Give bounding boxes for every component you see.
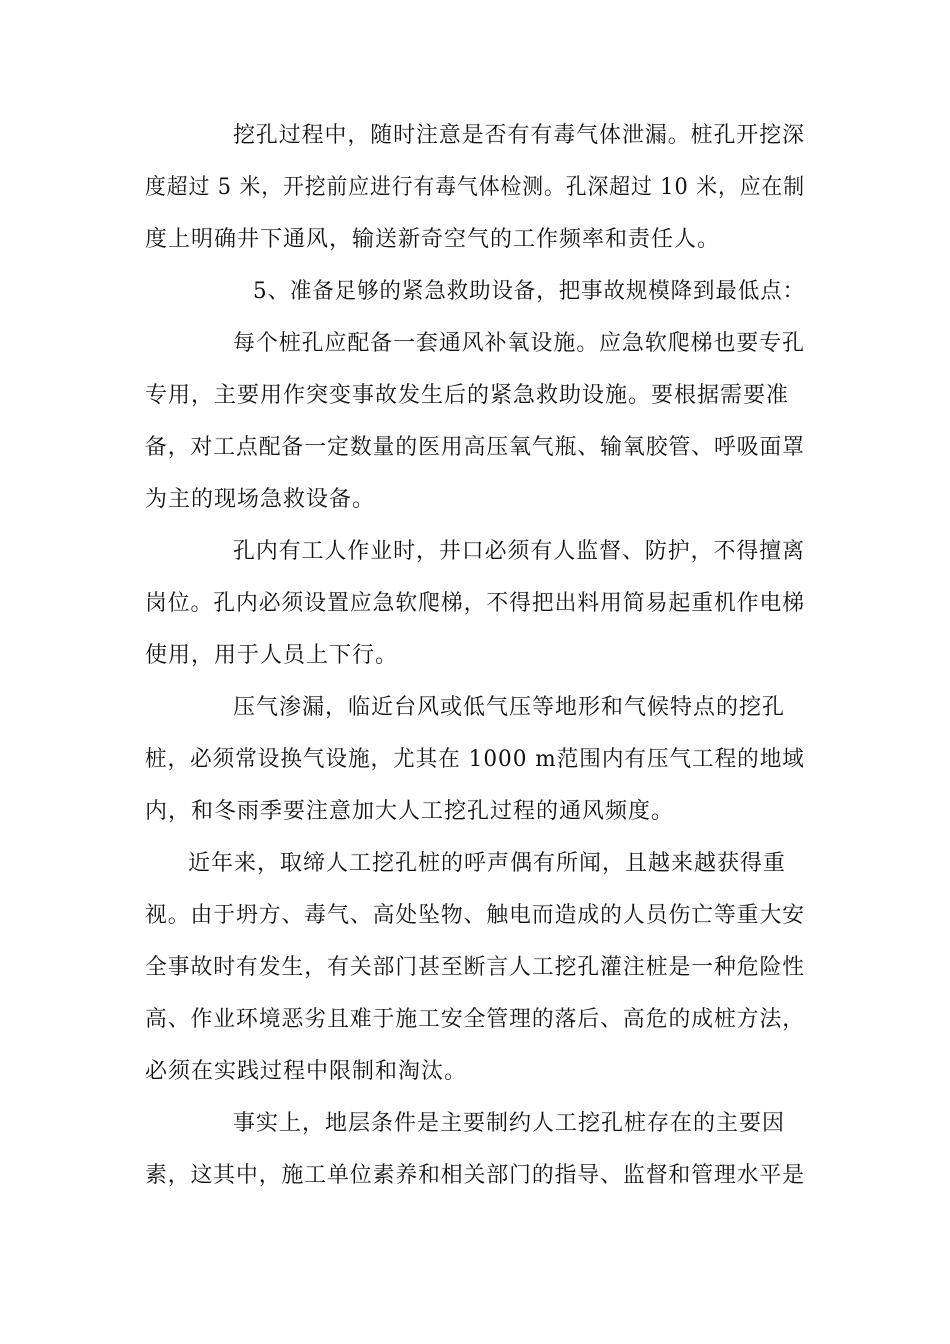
text-line: 素，这其中，施工单位素养和相关部门的指导、监督和管理水平是 [145, 1163, 806, 1188]
text-line: 压气渗漏，临近台风或低气压等地形和气候特点的挖孔 [233, 695, 786, 720]
text-line: 近年来，取缔人工挖孔桩的呼声偶有所闻，且越来越获得重 [188, 851, 787, 876]
text-line: 挖孔过程中，随时注意是否有有毒气体泄漏。桩孔开挖深 [233, 123, 806, 148]
text-line: 度上明确井下通风，输送新奇空气的工作频率和责任人。 [145, 227, 721, 252]
text-line: 为主的现场急救设备。 [145, 487, 376, 512]
text-line: 岗位。孔内必须设置应急软爬梯，不得把出料用简易起重机作电梯 [145, 591, 806, 616]
section-heading: 5、准备足够的紧急救助设备，把事故规模降到最低点： [253, 279, 805, 304]
text-line: 桩，必须常设换气设施，尤其在 1000 m范围内有压气工程的地域 [145, 747, 805, 772]
text-line: 全事故时有发生，有关部门甚至断言人工挖孔灌注桩是一种危险性 [145, 955, 806, 980]
text-line: 视。由于坍方、毒气、高处坠物、触电而造成的人员伤亡等重大安 [145, 903, 806, 928]
text-line: 事实上，地层条件是主要制约人工挖孔桩存在的主要因 [233, 1111, 786, 1136]
text-line: 高、作业环境恶劣且难于施工安全管理的落后、高危的成桩方法， [145, 1007, 806, 1032]
text-line: 孔内有工人作业时，井口必须有人监督、防护，不得擅离 [233, 539, 806, 564]
text-line: 备，对工点配备一定数量的医用高压氧气瓶、输氧胶管、呼吸面罩 [145, 435, 806, 460]
text-line: 必须在实践过程中限制和淘汰。 [145, 1059, 468, 1084]
text-line: 使用，用于人员上下行。 [145, 643, 399, 668]
text-line: 每个桩孔应配备一套通风补氧设施。应急软爬梯也要专孔 [233, 331, 806, 356]
text-line: 内，和冬雨季要注意加大人工挖孔过程的通风频度。 [145, 799, 675, 824]
text-line: 度超过 5 米，开挖前应进行有毒气体检测。孔深超过 10 米，应在制 [145, 175, 805, 200]
text-line: 专用，主要用作突变事故发生后的紧急救助设施。要根据需要准 [145, 383, 790, 408]
